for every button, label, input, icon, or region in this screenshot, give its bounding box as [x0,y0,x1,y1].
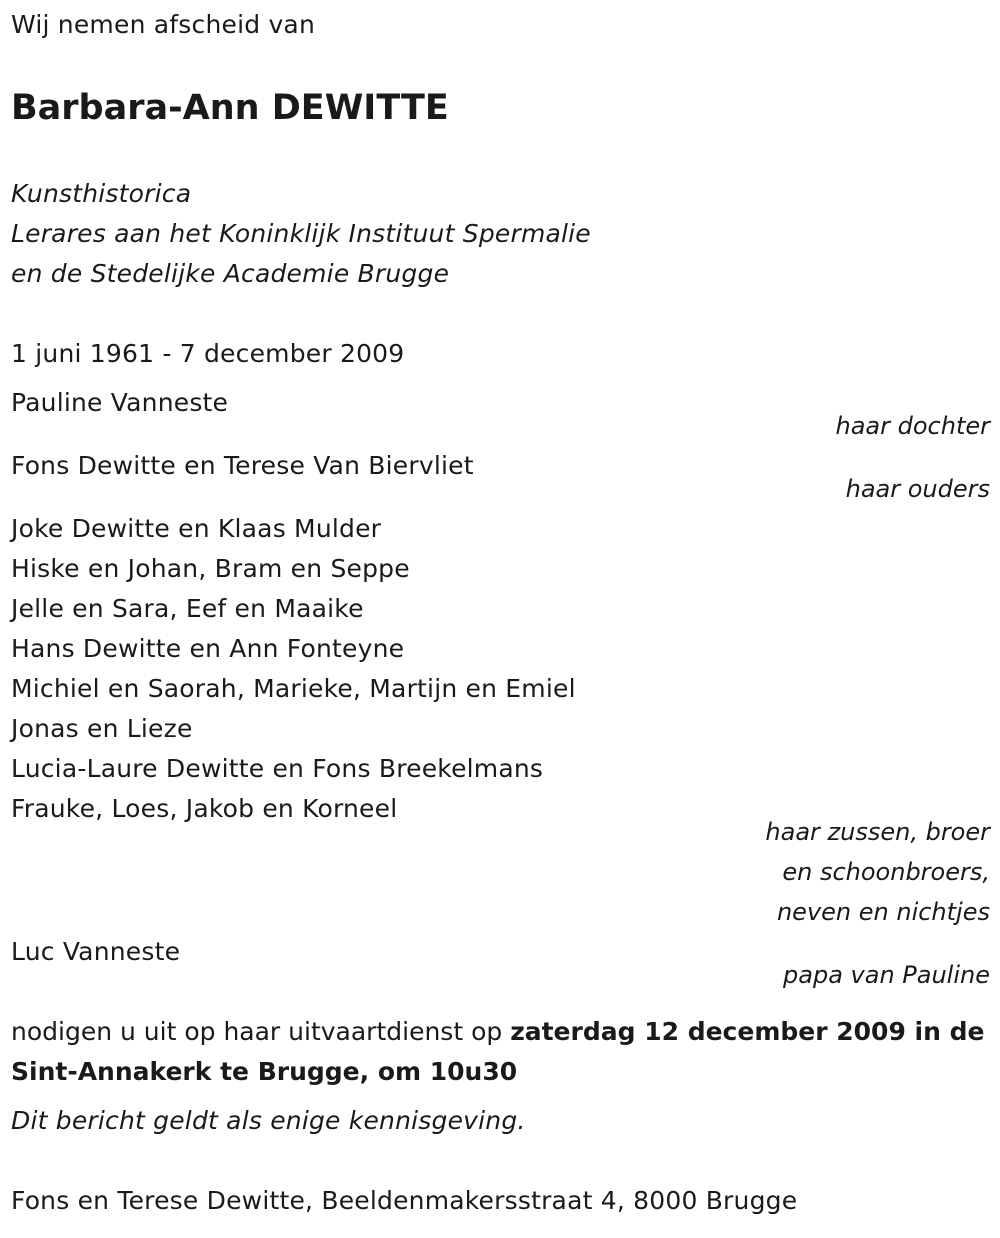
profession-line-1: Kunsthistorica [11,179,192,208]
profession-line-3: en de Stedelijke Academie Brugge [11,259,450,288]
profession-line-2: Lerares aan het Koninklijk Instituut Spermalie [11,219,591,248]
daughter-role: haar dochter [835,412,990,440]
sibling-line: Hiske en Johan, Bram en Seppe [11,554,410,583]
invitation-text: nodigen u uit op haar uitvaartdienst op [11,1017,511,1046]
sibling-line: Lucia-Laure Dewitte en Fons Breekelmans [11,754,544,783]
sibling-line: Frauke, Loes, Jakob en Korneel [11,794,398,823]
sibling-line: Michiel en Saorah, Marieke, Martijn en Emiel [11,674,576,703]
siblings-role-line-1: haar zussen, broer [765,818,990,846]
sibling-line: Jelle en Sara, Eef en Maaike [11,594,364,623]
sibling-line: Hans Dewitte en Ann Fonteyne [11,634,405,663]
funeral-invitation [11,1012,986,1092]
father-role: papa van Pauline [783,961,990,989]
sibling-line: Jonas en Lieze [11,714,193,743]
father-name: Luc Vanneste [11,937,181,966]
deceased-name: Barbara-Ann DEWITTE [11,88,449,128]
parents-role: haar ouders [845,475,990,503]
parents-names: Fons Dewitte en Terese Van Biervliet [11,451,474,480]
life-dates: 1 juni 1961 - 7 december 2009 [11,339,405,368]
contact-address: Fons en Terese Dewitte, Beeldenmakersstraat 4, 8000 Brugge [11,1186,798,1215]
sibling-line: Joke Dewitte en Klaas Mulder [11,514,382,543]
daughter-name: Pauline Vanneste [11,388,229,417]
intro-text: Wij nemen afscheid van [11,10,315,39]
siblings-role-line-2: en schoonbroers, [782,858,990,886]
siblings-role-line-3: neven en nichtjes [776,898,990,926]
invitation-details: zaterdag 12 december 2009 in de Sint-Annakerk te Brugge, om 10u30 [11,1017,985,1086]
notice-text: Dit bericht geldt als enige kennisgeving. [11,1106,526,1135]
